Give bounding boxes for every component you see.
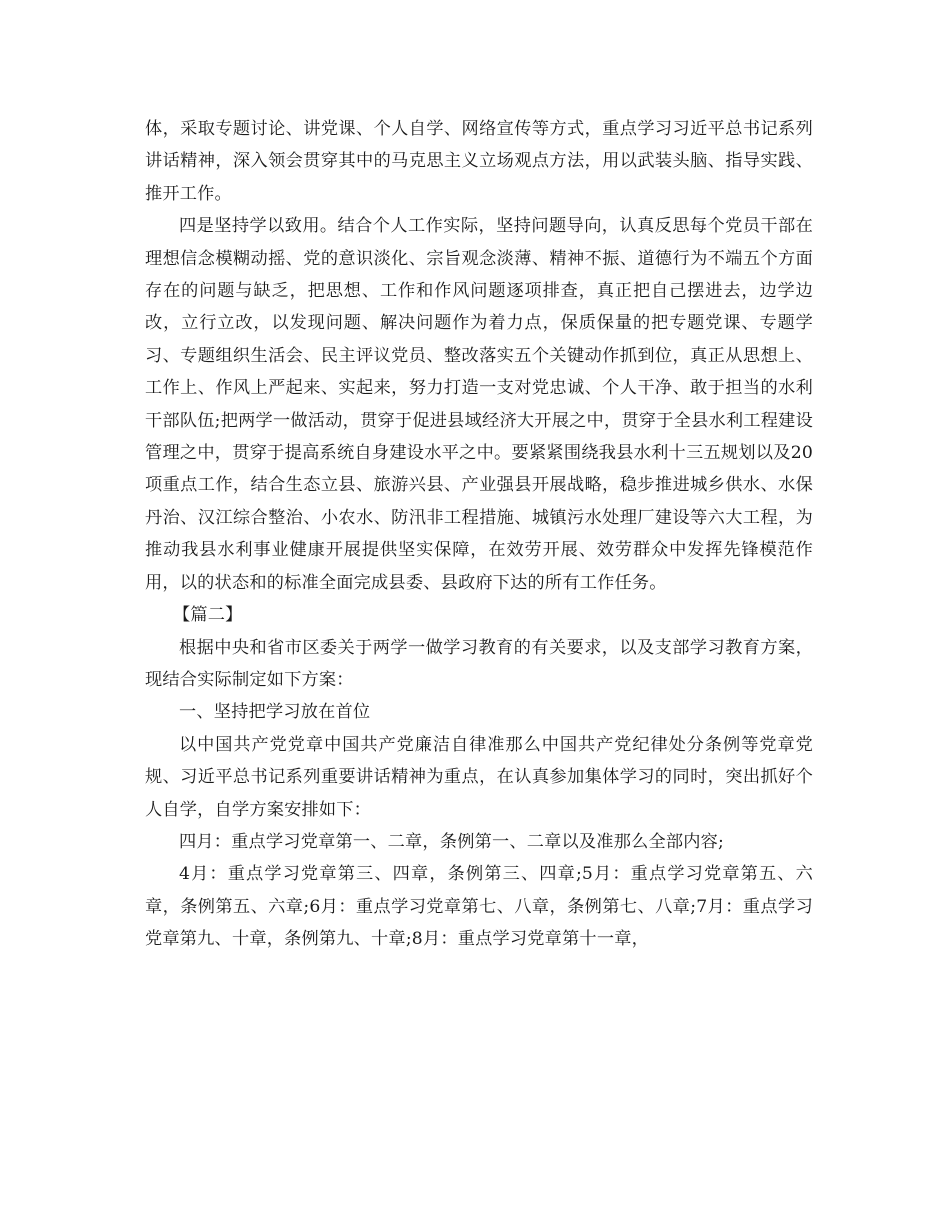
paragraph-april-plan: 四月：重点学习党章第一、二章，条例第一、二章以及准那么全部内容; (179, 831, 725, 852)
paragraph-plan-intro: 根据中央和省市区委关于两学一做学习教育的有关要求，以及支部学习教育方案，现结合实际制定如下方案： (145, 637, 813, 690)
subheading-study-first: 一、坚持把学习放在首位 (179, 702, 371, 723)
section-heading-part-two: 【篇二】 (173, 605, 243, 626)
paragraph-monthly-plan: 4月：重点学习党章第三、四章，条例第三、四章;5月：重点学习党章第五、六章，条例第五、六章;6月：重点学习党章第七、八章，条例第七、八章;7月：重点学习党章第九、十章，条例第九、十章;8月：重点学习党章第十一章， (145, 864, 813, 950)
document-page (145, 113, 813, 956)
paragraph-four-apply-learning: 四是坚持学以致用。结合个人工作实际，坚持问题导向，认真反思每个党员干部在理想信念模糊动摇、党的意识淡化、宗旨观念淡薄、精神不振、道德行为不端五个方面存在的问题与缺乏，把思想、工作和作风问题逐项排查，真正把自己摆进去，边学边改，立行立改，以发现问题、解决问题作为着力点，保质保量的把专题党课、专题学习、专题组织生活会、民主评议党员、整改落实五个关键动作抓到位，真正从思想上、工作上、作风上严起来、实起来，努力打造一支对党忠诚、个人干净、敢于担当的水利干部队伍;把两学一做活动，贯穿于促进县域经济大开展之中，贯穿于全县水利工程建设管理之中，贯穿于提高系统自身建设水平之中。要紧紧围绕我县水利十三五规划以及20项重点工作，结合生态立县、旅游兴县、产业强县开展战略，稳步推进城乡供水、水保丹治、汉江综合整治、小农水、防汛非工程措施、城镇污水处理厂建设等六大工程，为推动我县水利事业健康开展提供坚实保障，在效劳开展、效劳群众中发挥先锋模范作用，以的状态和的标准全面完成县委、县政府下达的所有工作任务。 (145, 216, 813, 593)
paragraph-continuation: 体，采取专题讨论、讲党课、个人自学、网络宣传等方式，重点学习习近平总书记系列讲话精神，深入领会贯穿其中的马克思主义立场观点方法，用以武装头脑、指导实践、推开工作。 (145, 119, 813, 204)
paragraph-study-focus: 以中国共产党党章中国共产党廉洁自律准那么中国共产党纪律处分条例等党章党规、习近平总书记系列重要讲话精神为重点，在认真参加集体学习的同时，突出抓好个人自学，自学方案安排如下： (145, 734, 813, 820)
